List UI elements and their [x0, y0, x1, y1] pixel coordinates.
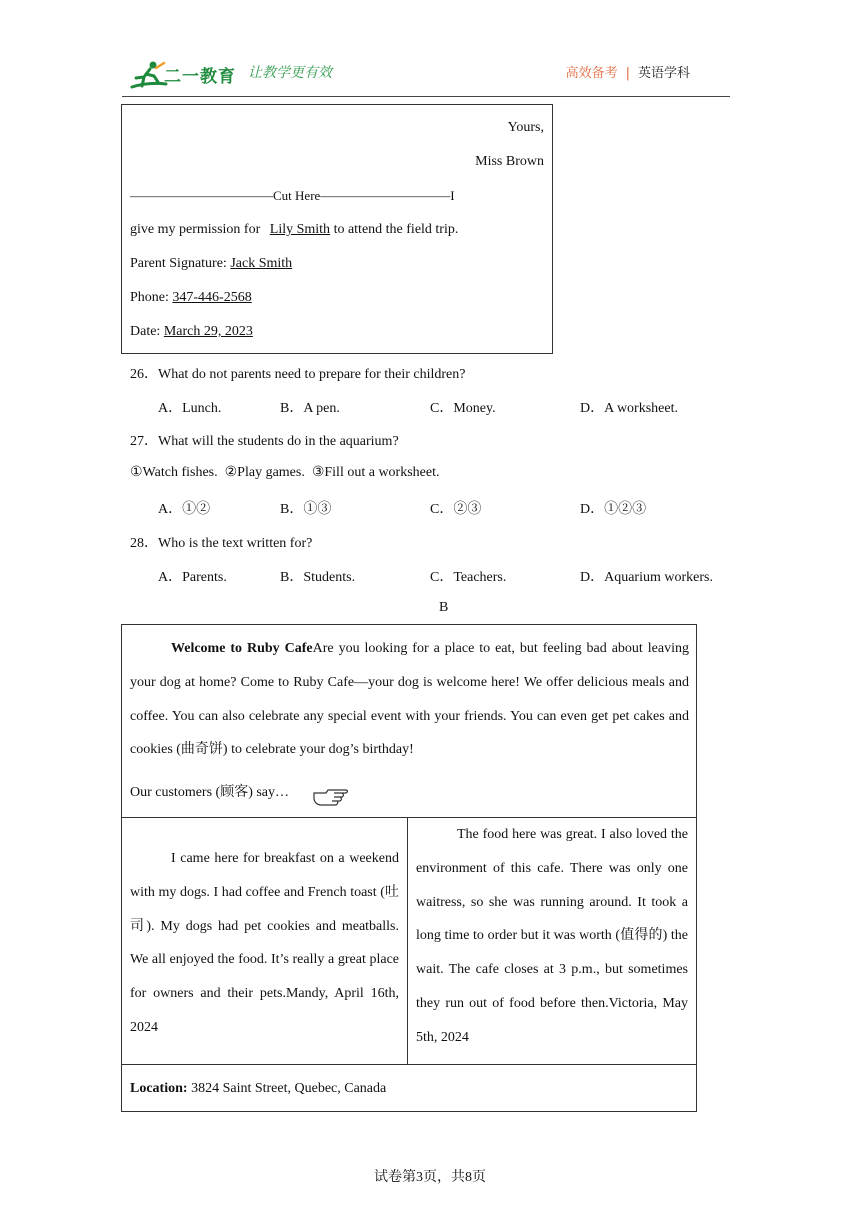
section-label: B — [439, 600, 449, 615]
header-right — [566, 62, 690, 81]
question-28-stem: 28．Who is the text written for? — [130, 536, 313, 551]
phone-line — [130, 290, 252, 306]
customers-say: Our customers (顾客) say… — [130, 785, 290, 800]
question-26-option-a: A．Lunch. — [158, 401, 222, 416]
cafe-intro-text: Are you looking for a place to eat, but feeling bad about leaving your dog at home? Come to Ruby Cafe—your dog is welcome here! We offer delicious meals and coffee. You can also celebrate any special event with your friends. You can even get pet cakes and cookies (曲奇饼) to celebrate your dog’s birthday! — [130, 641, 689, 758]
question-27-stem: 27．What will the students do in the aquarium? — [130, 434, 399, 449]
logo-text: 二一教育 — [164, 67, 236, 87]
question-28-option-c: C．Teachers. — [430, 570, 507, 585]
cafe-intro-cell — [122, 625, 696, 818]
header-tag-prep: 高效备考 — [565, 66, 618, 81]
date-value: March 29, 2023 — [163, 324, 253, 339]
question-27-option-b: B．①③ — [280, 502, 332, 517]
student-name: Lily Smith — [269, 222, 331, 237]
page-header — [128, 56, 730, 96]
location-label: Location: — [130, 1081, 188, 1096]
permission-slip-box — [121, 104, 553, 354]
signature-label: Parent Signature: — [130, 256, 227, 271]
signature-value: Jack Smith — [230, 256, 293, 271]
header-divider — [122, 96, 730, 97]
permission-line — [130, 222, 458, 238]
pointing-hand-icon — [312, 785, 352, 809]
question-28-option-b: B．Students. — [280, 570, 356, 585]
review-divider — [407, 818, 408, 1064]
signature-line — [130, 256, 292, 272]
header-tag-subject: 英语学科 — [637, 66, 690, 81]
cafe-table — [121, 624, 697, 1112]
permission-suffix: to attend the field trip. — [333, 222, 459, 237]
cafe-title: Welcome to Ruby Cafe — [171, 641, 313, 656]
question-27-option-a: A．①② — [158, 502, 211, 517]
date-label: Date: — [130, 324, 161, 339]
slogan: 让教学更有效 — [248, 65, 332, 81]
location-value: 3824 Saint Street, Quebec, Canada — [191, 1081, 387, 1096]
header-separator: | — [625, 66, 630, 81]
reviews-row — [122, 818, 696, 1065]
letter-signer: Miss Brown — [475, 154, 544, 169]
question-26-option-b: B．A pen. — [280, 401, 340, 416]
question-28-option-a: A．Parents. — [158, 570, 227, 585]
question-28-option-d: D．Aquarium workers. — [580, 570, 713, 585]
question-27-sub: ①Watch fishes. ②Play games. ③Fill out a worksheet. — [130, 465, 440, 480]
date-line — [130, 324, 253, 340]
location-line — [130, 1081, 386, 1097]
phone-label: Phone: — [130, 290, 169, 305]
review-right: The food here was great. I also loved the environment of this cafe. There was only one waitress, so she was running around. It took a long time to order but it was worth (值得的) the wait. The cafe closes at 3 p.m., but sometimes they run out of food before then.Victoria, May 5th, 2024 — [416, 827, 688, 1045]
question-27-option-c: C．②③ — [430, 502, 482, 517]
question-26-stem: 26．What do not parents need to prepare for their children? — [130, 367, 466, 382]
question-27-option-d: D．①②③ — [580, 502, 647, 517]
review-left: I came here for breakfast on a weekend with my dogs. I had coffee and French toast (吐司). My dogs had pet cookies and meatballs. We all enjoyed the food. It’s really a great place for owners and their pets.Mandy, April 16th, 2024 — [130, 851, 399, 1035]
letter-closing: Yours, — [507, 120, 544, 135]
cafe-intro — [130, 632, 689, 767]
permission-prefix: give my permission for — [130, 222, 261, 237]
cut-here-line: ———————————Cut Here——————————I — [130, 188, 455, 203]
question-26-option-c: C．Money. — [430, 401, 496, 416]
phone-value: 347-446-2568 — [172, 290, 252, 305]
runner-logo-icon — [128, 60, 168, 90]
question-26-option-d: D．A worksheet. — [580, 401, 678, 416]
page-footer: 试卷第3页，共8页 — [374, 1170, 486, 1185]
